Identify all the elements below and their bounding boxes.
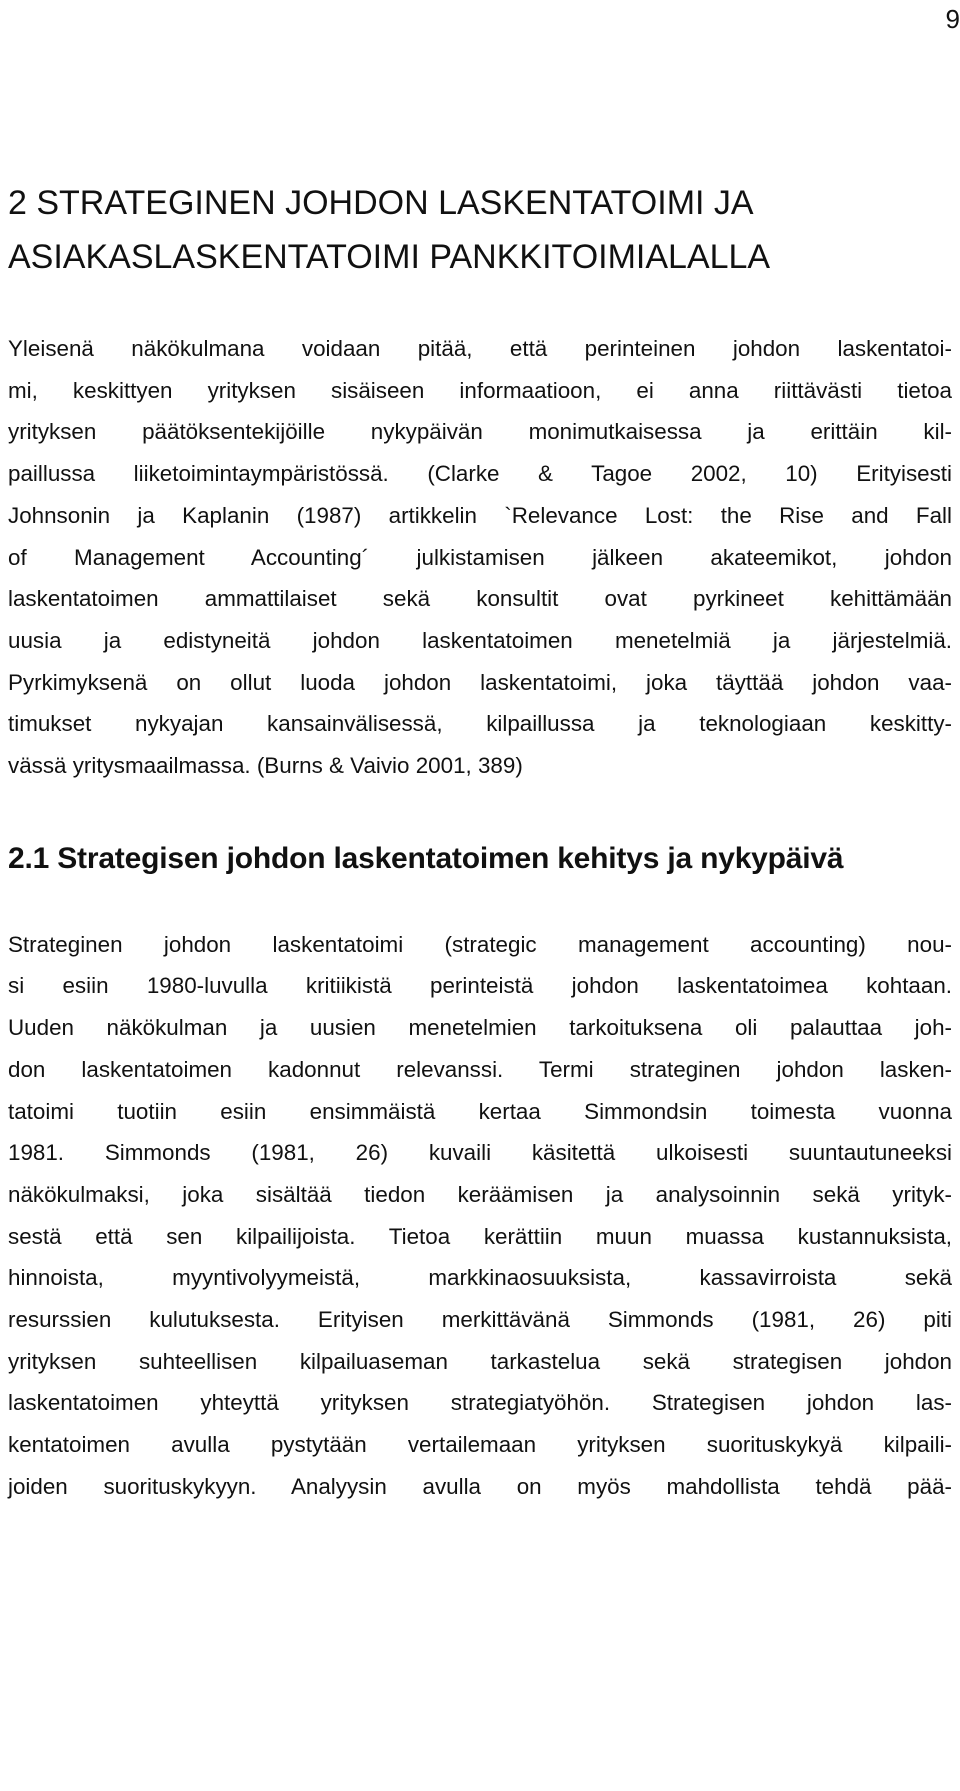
text-line: resurssien kulutuksesta. Erityisen merkittävänä Simmonds (1981, 26) piti xyxy=(8,1307,952,1333)
chapter-title xyxy=(8,176,952,284)
text-line: yrityksen suhteellisen kilpailuaseman tarkastelua sekä strategisen johdon xyxy=(8,1348,952,1374)
text-line: paillussa liiketoimintaympäristössä. (Clarke & Tagoe 2002, 10) Erityisesti xyxy=(8,461,952,487)
text-line: Strateginen johdon laskentatoimi (strategic management accounting) nou- xyxy=(8,931,952,957)
text-line: vässä yritysmaailmassa. (Burns & Vaivio 2001, 389) xyxy=(8,753,523,779)
text-line: näkökulmaksi, joka sisältää tiedon keräämisen ja analysoinnin sekä yrityk- xyxy=(8,1181,952,1207)
text-line: timukset nykyajan kansainvälisessä, kilpaillussa ja teknologiaan keskitty- xyxy=(8,711,952,737)
text-line: tatoimi tuotiin esiin ensimmäistä kertaa Simmondsin toimesta vuonna xyxy=(8,1098,952,1124)
text-line: si esiin 1980-luvulla kritiikistä perinteistä johdon laskentatoimea kohtaan. xyxy=(8,973,952,999)
section-title: 2.1 Strategisen johdon laskentatoimen kehitys ja nykypäivä xyxy=(8,841,844,875)
text-line: Pyrkimyksenä on ollut luoda johdon laskentatoimi, joka täyttää johdon vaa- xyxy=(8,669,952,695)
text-line: mi, keskittyen yrityksen sisäiseen informaatioon, ei anna riittävästi tietoa xyxy=(8,377,952,403)
text-line: hinnoista, myyntivolyymeistä, markkinaosuuksista, kassavirroista sekä xyxy=(8,1265,952,1291)
text-line: yrityksen päätöksentekijöille nykypäivän monimutkaisessa ja erittäin kil- xyxy=(8,419,952,445)
body-paragraph-2 xyxy=(8,924,952,1508)
text-line: Johnsonin ja Kaplanin (1987) artikkelin `Relevance Lost: the Rise and Fall xyxy=(8,502,952,528)
text-line: laskentatoimen yhteyttä yrityksen strategiatyöhön. Strategisen johdon las- xyxy=(8,1390,952,1416)
text-line: Yleisenä näkökulmana voidaan pitää, että perinteinen johdon laskentatoi- xyxy=(8,336,952,361)
chapter-title-line: 2 STRATEGINEN JOHDON LASKENTATOIMI JA xyxy=(8,184,754,222)
text-line: uusia ja edistyneitä johdon laskentatoimen menetelmiä ja järjestelmiä. xyxy=(8,627,952,653)
text-line: joiden suorituskykyyn. Analyysin avulla on myös mahdollista tehdä pää- xyxy=(8,1473,952,1499)
text-line: kentatoimen avulla pystytään vertailemaan yrityksen suorituskykyä kilpaili- xyxy=(8,1432,952,1458)
text-line: don laskentatoimen kadonnut relevanssi. Termi strateginen johdon lasken- xyxy=(8,1056,952,1082)
chapter-title-line: ASIAKASLASKENTATOIMI PANKKITOIMIALALLA xyxy=(8,238,771,276)
text-line: 1981. Simmonds (1981, 26) kuvaili käsitettä ulkoisesti suuntautuneeksi xyxy=(8,1140,952,1166)
text-line: sestä että sen kilpailijoista. Tietoa kerättiin muun muassa kustannuksista, xyxy=(8,1223,952,1249)
body-paragraph-1 xyxy=(8,328,952,787)
text-line: Uuden näkökulman ja uusien menetelmien tarkoituksena oli palauttaa joh- xyxy=(8,1015,952,1041)
text-line: of Management Accounting´ julkistamisen jälkeen akateemikot, johdon xyxy=(8,544,952,570)
text-line: laskentatoimen ammattilaiset sekä konsultit ovat pyrkineet kehittämään xyxy=(8,586,952,612)
page-number: 9 xyxy=(945,4,960,34)
page-content xyxy=(8,176,952,1508)
